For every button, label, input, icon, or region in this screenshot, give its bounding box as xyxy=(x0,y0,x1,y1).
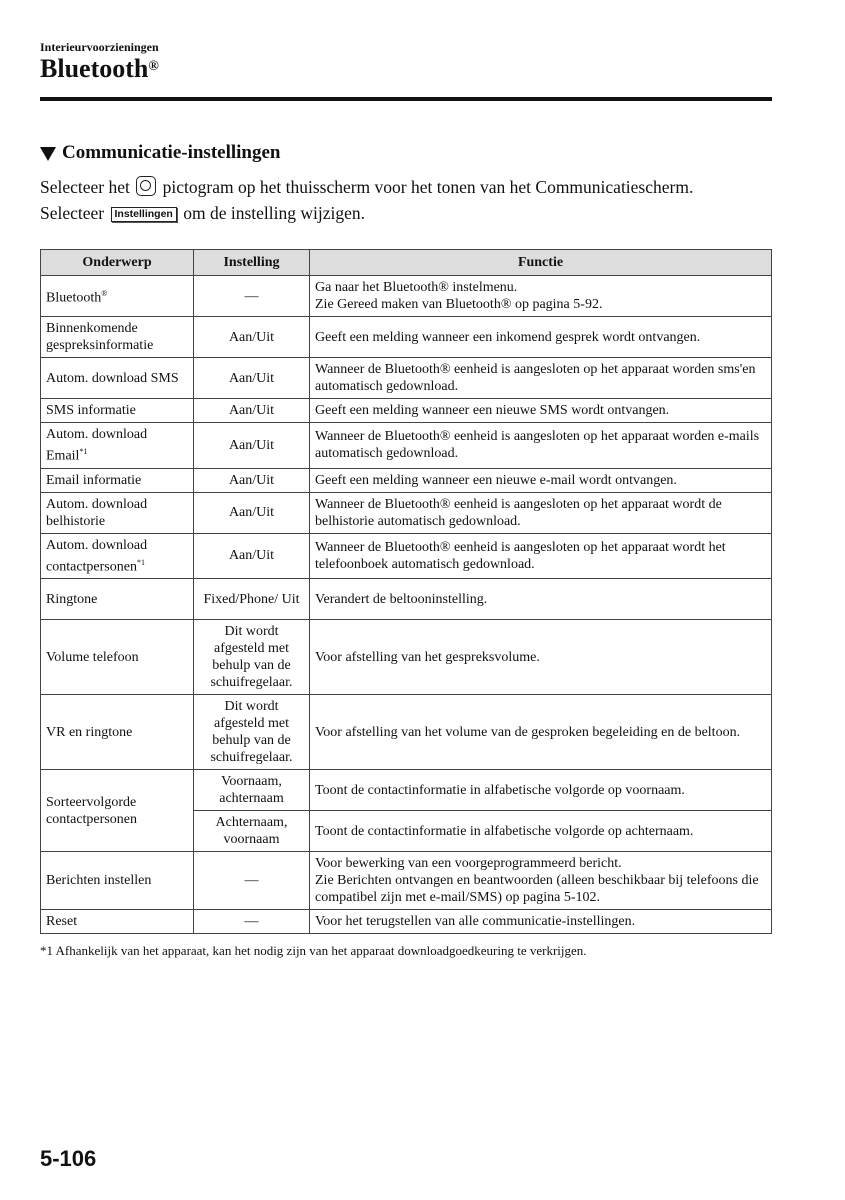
instellingen-button-image: Instellingen xyxy=(111,207,177,222)
topic-cell: Ringtone xyxy=(41,579,194,620)
page-title: Bluetooth® xyxy=(40,54,159,83)
table-row xyxy=(41,620,772,695)
setting-cell: Dit wordt afgesteld met behulp van de schuifregelaar. xyxy=(194,695,310,770)
column-header: Instelling xyxy=(194,250,310,276)
table-row xyxy=(41,276,772,317)
function-cell: Voor het terugstellen van alle communicatie-instellingen. xyxy=(310,910,772,934)
table-row xyxy=(41,852,772,910)
setting-cell: — xyxy=(194,276,310,317)
column-header: Functie xyxy=(310,250,772,276)
setting-cell: Aan/Uit xyxy=(194,399,310,423)
function-cell: Ga naar het Bluetooth® instelmenu. Zie Gereed maken van Bluetooth® op pagina 5-92. xyxy=(310,276,772,317)
function-cell: Voor afstelling van het volume van de gesproken begeleiding en de beltoon. xyxy=(310,695,772,770)
page-number: 5-106 xyxy=(40,1146,97,1171)
topic-cell: Autom. download SMS xyxy=(41,358,194,399)
setting-cell: — xyxy=(194,910,310,934)
table-row xyxy=(41,533,772,579)
table-row xyxy=(41,423,772,469)
section-label: Interieurvoorzieningen xyxy=(40,40,159,54)
topic-cell: VR en ringtone xyxy=(41,695,194,770)
settings-table xyxy=(40,249,772,934)
function-cell: Wanneer de Bluetooth® eenheid is aangesloten op het apparaat wordt de belhistorie automatisch gedownload. xyxy=(310,492,772,533)
topic-cell: Binnenkomende gespreksinformatie xyxy=(41,317,194,358)
triangle-bullet-icon xyxy=(40,147,56,161)
table-row xyxy=(41,358,772,399)
table-row xyxy=(41,399,772,423)
setting-cell: Voornaam, achternaam xyxy=(194,770,310,811)
table-row xyxy=(41,468,772,492)
setting-cell: Aan/Uit xyxy=(194,468,310,492)
topic-cell: Reset xyxy=(41,910,194,934)
intro-text: Selecteer het pictogram op het thuisscherm voor het tonen van het Communicatiescherm. Selecteer Instellingen om de instelling wijzigen. xyxy=(40,177,694,223)
setting-cell: Aan/Uit xyxy=(194,533,310,579)
function-cell: Geeft een melding wanneer een inkomend gesprek wordt ontvangen. xyxy=(310,317,772,358)
section-heading: Communicatie-instellingen xyxy=(40,142,281,164)
footnote: *1 Afhankelijk van het apparaat, kan het nodig zijn van het apparaat downloadgoedkeuring te verkrijgen. xyxy=(40,943,587,958)
table-row xyxy=(41,770,772,811)
table-header-row xyxy=(41,250,772,276)
topic-cell: Sorteervolgorde contactpersonen xyxy=(41,770,194,852)
title-divider xyxy=(40,97,772,101)
function-cell: Wanneer de Bluetooth® eenheid is aangesloten op het apparaat worden sms'en automatisch gedownload. xyxy=(310,358,772,399)
setting-cell: Aan/Uit xyxy=(194,317,310,358)
table-row xyxy=(41,695,772,770)
setting-cell: Aan/Uit xyxy=(194,358,310,399)
function-cell: Wanneer de Bluetooth® eenheid is aangesloten op het apparaat worden e-mails automatisch gedownload. xyxy=(310,423,772,469)
function-cell: Toont de contactinformatie in alfabetische volgorde op voornaam. xyxy=(310,770,772,811)
topic-cell: SMS informatie xyxy=(41,399,194,423)
setting-cell: — xyxy=(194,852,310,910)
topic-cell: Autom. download Email$^{*1}$ xyxy=(41,423,194,469)
function-cell: Geeft een melding wanneer een nieuwe e-mail wordt ontvangen. xyxy=(310,468,772,492)
table-row xyxy=(41,579,772,620)
communication-icon xyxy=(136,176,156,196)
topic-cell: Bluetooth® xyxy=(41,276,194,317)
function-cell: Voor afstelling van het gespreksvolume. xyxy=(310,620,772,695)
setting-cell: Aan/Uit xyxy=(194,492,310,533)
function-cell: Voor bewerking van een voorgeprogrammeerd bericht. Zie Berichten ontvangen en beantwoorden (alleen beschikbaar bij telefoons die compatibel zijn met e-mail/SMS) op pagina 5-102. xyxy=(310,852,772,910)
setting-cell: Achternaam, voornaam xyxy=(194,811,310,852)
topic-cell: Email informatie xyxy=(41,468,194,492)
setting-cell: Fixed/Phone/ Uit xyxy=(194,579,310,620)
topic-cell: Autom. download contactpersonen$^{*1}$ xyxy=(41,533,194,579)
function-cell: Toont de contactinformatie in alfabetische volgorde op achternaam. xyxy=(310,811,772,852)
registered-mark: ® xyxy=(148,59,159,74)
topic-cell: Volume telefoon xyxy=(41,620,194,695)
table-row xyxy=(41,910,772,934)
function-cell: Verandert de beltooninstelling. xyxy=(310,579,772,620)
column-header: Onderwerp xyxy=(41,250,194,276)
topic-cell: Autom. download belhistorie xyxy=(41,492,194,533)
setting-cell: Dit wordt afgesteld met behulp van de schuifregelaar. xyxy=(194,620,310,695)
function-cell: Wanneer de Bluetooth® eenheid is aangesloten op het apparaat wordt het telefoonboek automatisch gedownload. xyxy=(310,533,772,579)
table-row xyxy=(41,317,772,358)
topic-cell: Berichten instellen xyxy=(41,852,194,910)
setting-cell: Aan/Uit xyxy=(194,423,310,469)
table-row xyxy=(41,492,772,533)
function-cell: Geeft een melding wanneer een nieuwe SMS wordt ontvangen. xyxy=(310,399,772,423)
